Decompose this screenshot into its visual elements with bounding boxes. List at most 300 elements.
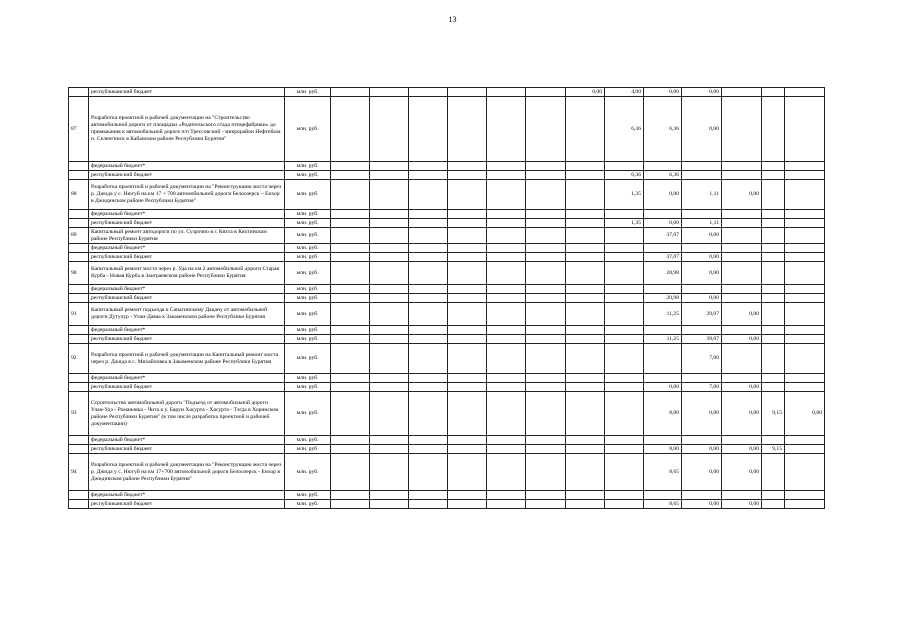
value-cell <box>785 326 825 335</box>
value-cell <box>526 253 566 262</box>
value-cell <box>722 326 762 335</box>
value-cell <box>370 244 409 253</box>
row-unit: млн. руб. <box>285 162 331 171</box>
row-number: 93 <box>69 392 89 436</box>
value-cell <box>526 344 566 374</box>
value-cell: 0,00 <box>722 335 762 344</box>
value-cell <box>644 436 682 445</box>
value-cell <box>370 445 409 454</box>
table-row <box>69 171 825 180</box>
value-cell <box>370 454 409 491</box>
row-name: Разработка проектной и рабочей документации на "Строительство автомобильной дороги от площадки «Родительского стада птицефабрики» до примыкания к автомобильной дороге п/п Треcсовский - микрорайон Нефтебаза п. Селенгинск в Кабанском районе Республики Бурятия" <box>89 97 285 162</box>
value-cell <box>448 244 487 253</box>
value-cell <box>331 228 370 244</box>
value-cell: 1,11 <box>682 219 722 228</box>
value-cell <box>526 219 566 228</box>
value-cell <box>762 436 785 445</box>
budget-table <box>68 87 825 509</box>
value-cell <box>566 162 605 171</box>
value-cell <box>566 210 605 219</box>
value-cell: 9,15 <box>762 392 785 436</box>
row-number <box>69 335 89 344</box>
row-unit: млн. руб. <box>285 335 331 344</box>
value-cell <box>722 285 762 294</box>
row-name: Капитальный ремонт автодороги по ул. Сузрочио в г. Кяхта в Кяхтинском районе Республики Бурятия <box>89 228 285 244</box>
value-cell: 39,07 <box>682 303 722 326</box>
value-cell <box>566 303 605 326</box>
value-cell <box>722 294 762 303</box>
value-cell <box>605 162 644 171</box>
value-cell <box>487 326 526 335</box>
value-cell <box>487 97 526 162</box>
value-cell: 0,00 <box>682 88 722 97</box>
value-cell: 7,00 <box>682 344 722 374</box>
value-cell <box>762 262 785 285</box>
value-cell <box>566 253 605 262</box>
value-cell: 8,65 <box>644 454 682 491</box>
value-cell <box>409 335 448 344</box>
value-cell <box>409 219 448 228</box>
value-cell <box>487 210 526 219</box>
value-cell <box>722 210 762 219</box>
value-cell <box>409 253 448 262</box>
value-cell <box>566 244 605 253</box>
value-cell <box>448 383 487 392</box>
value-cell <box>331 262 370 285</box>
value-cell <box>448 436 487 445</box>
value-cell <box>566 491 605 500</box>
value-cell <box>605 392 644 436</box>
table-row <box>69 253 825 262</box>
value-cell <box>566 219 605 228</box>
table-row <box>69 500 825 509</box>
row-name: республиканский бюджет <box>89 500 285 509</box>
value-cell <box>762 383 785 392</box>
value-cell <box>526 392 566 436</box>
value-cell <box>331 335 370 344</box>
value-cell <box>448 228 487 244</box>
value-cell <box>785 491 825 500</box>
value-cell: 11,25 <box>644 335 682 344</box>
value-cell <box>331 88 370 97</box>
row-name: республиканский бюджет <box>89 88 285 97</box>
value-cell <box>762 162 785 171</box>
value-cell <box>722 97 762 162</box>
value-cell <box>331 180 370 210</box>
value-cell: 0,00 <box>722 454 762 491</box>
value-cell <box>409 392 448 436</box>
value-cell <box>331 374 370 383</box>
table-row <box>69 180 825 210</box>
value-cell <box>409 436 448 445</box>
row-number: 90 <box>69 262 89 285</box>
value-cell: 7,00 <box>682 383 722 392</box>
value-cell <box>605 303 644 326</box>
value-cell <box>487 171 526 180</box>
value-cell: 0,00 <box>722 303 762 326</box>
value-cell <box>722 344 762 374</box>
value-cell <box>487 180 526 210</box>
value-cell <box>409 262 448 285</box>
value-cell <box>785 210 825 219</box>
table-row <box>69 228 825 244</box>
row-number <box>69 171 89 180</box>
value-cell <box>370 219 409 228</box>
value-cell: 6,36 <box>605 171 644 180</box>
value-cell <box>605 253 644 262</box>
value-cell <box>566 445 605 454</box>
value-cell <box>409 210 448 219</box>
value-cell <box>785 436 825 445</box>
value-cell <box>370 500 409 509</box>
value-cell <box>722 228 762 244</box>
value-cell <box>370 374 409 383</box>
value-cell <box>331 294 370 303</box>
value-cell <box>487 253 526 262</box>
row-name: республиканский бюджет <box>89 253 285 262</box>
value-cell <box>644 210 682 219</box>
value-cell: 8,00 <box>644 445 682 454</box>
value-cell <box>370 436 409 445</box>
value-cell <box>762 294 785 303</box>
value-cell <box>722 162 762 171</box>
value-cell <box>682 285 722 294</box>
value-cell <box>370 171 409 180</box>
value-cell <box>526 326 566 335</box>
value-cell <box>644 491 682 500</box>
value-cell <box>448 180 487 210</box>
row-unit: млн. руб. <box>285 500 331 509</box>
value-cell: 0,00 <box>644 180 682 210</box>
value-cell <box>370 303 409 326</box>
value-cell <box>526 244 566 253</box>
value-cell <box>526 262 566 285</box>
value-cell <box>448 344 487 374</box>
value-cell <box>331 383 370 392</box>
value-cell <box>785 180 825 210</box>
value-cell <box>722 88 762 97</box>
value-cell <box>331 285 370 294</box>
value-cell: 6,36 <box>605 97 644 162</box>
value-cell: 0,00 <box>682 392 722 436</box>
value-cell <box>409 97 448 162</box>
value-cell <box>448 219 487 228</box>
value-cell <box>331 162 370 171</box>
value-cell: 0,00 <box>682 445 722 454</box>
value-cell <box>722 491 762 500</box>
value-cell <box>762 454 785 491</box>
value-cell <box>762 253 785 262</box>
value-cell <box>448 294 487 303</box>
row-name: Капитальный ремонт моста через р. Уда на км 2 автомобильной дороги Старая Курба - Новая Курба в Заиграевском районе Республики Бурятия <box>89 262 285 285</box>
value-cell <box>448 97 487 162</box>
value-cell <box>370 262 409 285</box>
value-cell <box>487 244 526 253</box>
value-cell <box>682 210 722 219</box>
value-cell <box>605 491 644 500</box>
value-cell: 20,98 <box>644 262 682 285</box>
value-cell <box>370 88 409 97</box>
value-cell <box>448 445 487 454</box>
row-unit: млн. руб. <box>285 228 331 244</box>
value-cell <box>331 303 370 326</box>
row-name: федеральный бюджет* <box>89 436 285 445</box>
row-number <box>69 491 89 500</box>
value-cell <box>605 262 644 285</box>
table-row <box>69 210 825 219</box>
value-cell <box>566 262 605 285</box>
value-cell: 0,00 <box>682 228 722 244</box>
row-number <box>69 210 89 219</box>
row-name: республиканский бюджет <box>89 383 285 392</box>
value-cell <box>605 344 644 374</box>
value-cell <box>448 454 487 491</box>
value-cell <box>331 219 370 228</box>
table-row <box>69 244 825 253</box>
value-cell <box>605 445 644 454</box>
value-cell <box>448 500 487 509</box>
value-cell <box>448 285 487 294</box>
value-cell <box>370 335 409 344</box>
value-cell <box>487 88 526 97</box>
row-number <box>69 445 89 454</box>
value-cell <box>487 162 526 171</box>
value-cell <box>785 219 825 228</box>
value-cell: 0,00 <box>722 445 762 454</box>
row-unit: млн. руб. <box>285 219 331 228</box>
value-cell <box>762 171 785 180</box>
value-cell: 39,07 <box>682 335 722 344</box>
row-number <box>69 500 89 509</box>
table-row <box>69 335 825 344</box>
row-unit: млн. руб. <box>285 383 331 392</box>
value-cell <box>762 219 785 228</box>
value-cell <box>409 285 448 294</box>
value-cell <box>722 244 762 253</box>
table-row <box>69 326 825 335</box>
value-cell <box>785 253 825 262</box>
row-unit: млн. руб. <box>285 454 331 491</box>
value-cell: 0,00 <box>682 262 722 285</box>
value-cell <box>409 326 448 335</box>
row-number <box>69 285 89 294</box>
row-unit: млн. руб. <box>285 303 331 326</box>
table-row <box>69 491 825 500</box>
row-unit: млн. руб. <box>285 262 331 285</box>
table-row <box>69 383 825 392</box>
row-number: 94 <box>69 454 89 491</box>
value-cell <box>644 285 682 294</box>
value-cell <box>331 344 370 374</box>
row-number: 92 <box>69 344 89 374</box>
value-cell: 0,00 <box>682 500 722 509</box>
row-unit: млн. руб. <box>285 344 331 374</box>
value-cell: 11,25 <box>644 303 682 326</box>
value-cell <box>722 436 762 445</box>
value-cell <box>605 383 644 392</box>
value-cell <box>762 210 785 219</box>
table-row <box>69 162 825 171</box>
row-unit: млн. руб. <box>285 180 331 210</box>
value-cell <box>722 253 762 262</box>
value-cell <box>605 374 644 383</box>
value-cell <box>785 344 825 374</box>
value-cell <box>526 171 566 180</box>
page-number: 13 <box>448 15 457 24</box>
row-name: республиканский бюджет <box>89 445 285 454</box>
value-cell <box>566 344 605 374</box>
value-cell <box>566 326 605 335</box>
value-cell <box>448 374 487 383</box>
value-cell <box>762 335 785 344</box>
value-cell <box>566 180 605 210</box>
value-cell <box>409 180 448 210</box>
row-number <box>69 219 89 228</box>
row-number <box>69 244 89 253</box>
value-cell: 0,00 <box>785 392 825 436</box>
value-cell <box>785 244 825 253</box>
row-unit: млн. руб. <box>285 491 331 500</box>
value-cell <box>644 326 682 335</box>
row-unit: млн. руб. <box>285 171 331 180</box>
value-cell <box>370 383 409 392</box>
value-cell <box>331 97 370 162</box>
value-cell <box>448 171 487 180</box>
value-cell <box>487 335 526 344</box>
value-cell <box>722 262 762 285</box>
value-cell <box>566 294 605 303</box>
value-cell <box>370 491 409 500</box>
value-cell <box>526 285 566 294</box>
row-number: 91 <box>69 303 89 326</box>
value-cell <box>409 88 448 97</box>
value-cell <box>526 454 566 491</box>
value-cell <box>331 445 370 454</box>
value-cell <box>370 294 409 303</box>
value-cell <box>370 162 409 171</box>
value-cell <box>566 500 605 509</box>
table-row <box>69 344 825 374</box>
table-row <box>69 392 825 436</box>
table-body <box>69 88 825 509</box>
value-cell: 9,15 <box>762 445 785 454</box>
row-number: 87 <box>69 97 89 162</box>
value-cell <box>526 500 566 509</box>
row-name: федеральный бюджет* <box>89 162 285 171</box>
row-unit: млн. руб. <box>285 285 331 294</box>
value-cell <box>526 162 566 171</box>
value-cell <box>682 374 722 383</box>
table-row <box>69 262 825 285</box>
value-cell <box>785 374 825 383</box>
value-cell <box>331 253 370 262</box>
value-cell <box>762 374 785 383</box>
value-cell <box>526 383 566 392</box>
row-unit: млн. руб. <box>285 374 331 383</box>
value-cell: 0,00 <box>644 383 682 392</box>
row-name: республиканский бюджет <box>89 219 285 228</box>
row-number <box>69 326 89 335</box>
row-name: Разработка проектной и рабочей документации на Капитальный ремонт моста через р. Джида в с. Михайловка в Закаменском районе Республики Бурятия <box>89 344 285 374</box>
value-cell <box>644 344 682 374</box>
table-row <box>69 445 825 454</box>
value-cell <box>526 445 566 454</box>
table-row <box>69 303 825 326</box>
value-cell: 0,00 <box>722 180 762 210</box>
value-cell <box>566 228 605 244</box>
row-unit: млн. руб. <box>285 326 331 335</box>
value-cell <box>409 162 448 171</box>
value-cell <box>682 171 722 180</box>
value-cell <box>682 244 722 253</box>
value-cell <box>682 162 722 171</box>
table-row <box>69 88 825 97</box>
value-cell <box>785 285 825 294</box>
row-name: федеральный бюджет* <box>89 210 285 219</box>
value-cell <box>785 500 825 509</box>
row-unit: млн. руб. <box>285 253 331 262</box>
value-cell <box>785 88 825 97</box>
value-cell <box>409 244 448 253</box>
value-cell: 8,65 <box>644 500 682 509</box>
value-cell <box>785 162 825 171</box>
value-cell <box>566 436 605 445</box>
value-cell <box>487 436 526 445</box>
value-cell <box>566 97 605 162</box>
value-cell <box>448 303 487 326</box>
row-unit: млн. руб. <box>285 392 331 436</box>
value-cell <box>487 228 526 244</box>
value-cell <box>331 500 370 509</box>
value-cell <box>370 392 409 436</box>
value-cell <box>487 454 526 491</box>
value-cell: 37,07 <box>644 253 682 262</box>
value-cell <box>370 326 409 335</box>
value-cell <box>448 162 487 171</box>
value-cell <box>644 244 682 253</box>
value-cell: 1,35 <box>605 219 644 228</box>
value-cell <box>448 210 487 219</box>
value-cell: 0,00 <box>566 88 605 97</box>
value-cell <box>682 326 722 335</box>
value-cell <box>785 228 825 244</box>
value-cell: 0,00 <box>722 500 762 509</box>
value-cell <box>762 491 785 500</box>
row-number <box>69 436 89 445</box>
value-cell <box>526 210 566 219</box>
table-row <box>69 436 825 445</box>
value-cell <box>487 491 526 500</box>
value-cell <box>566 171 605 180</box>
value-cell <box>409 491 448 500</box>
value-cell <box>605 500 644 509</box>
value-cell <box>448 253 487 262</box>
value-cell <box>566 454 605 491</box>
row-number <box>69 374 89 383</box>
value-cell <box>409 374 448 383</box>
row-name: федеральный бюджет* <box>89 491 285 500</box>
row-unit: млн. руб. <box>285 210 331 219</box>
value-cell: 0,00 <box>682 454 722 491</box>
row-unit: млн. руб. <box>285 88 331 97</box>
value-cell: 4,00 <box>605 88 644 97</box>
row-number: 89 <box>69 228 89 244</box>
value-cell <box>370 210 409 219</box>
value-cell <box>487 500 526 509</box>
value-cell <box>762 326 785 335</box>
value-cell: 1,11 <box>682 180 722 210</box>
value-cell <box>370 180 409 210</box>
